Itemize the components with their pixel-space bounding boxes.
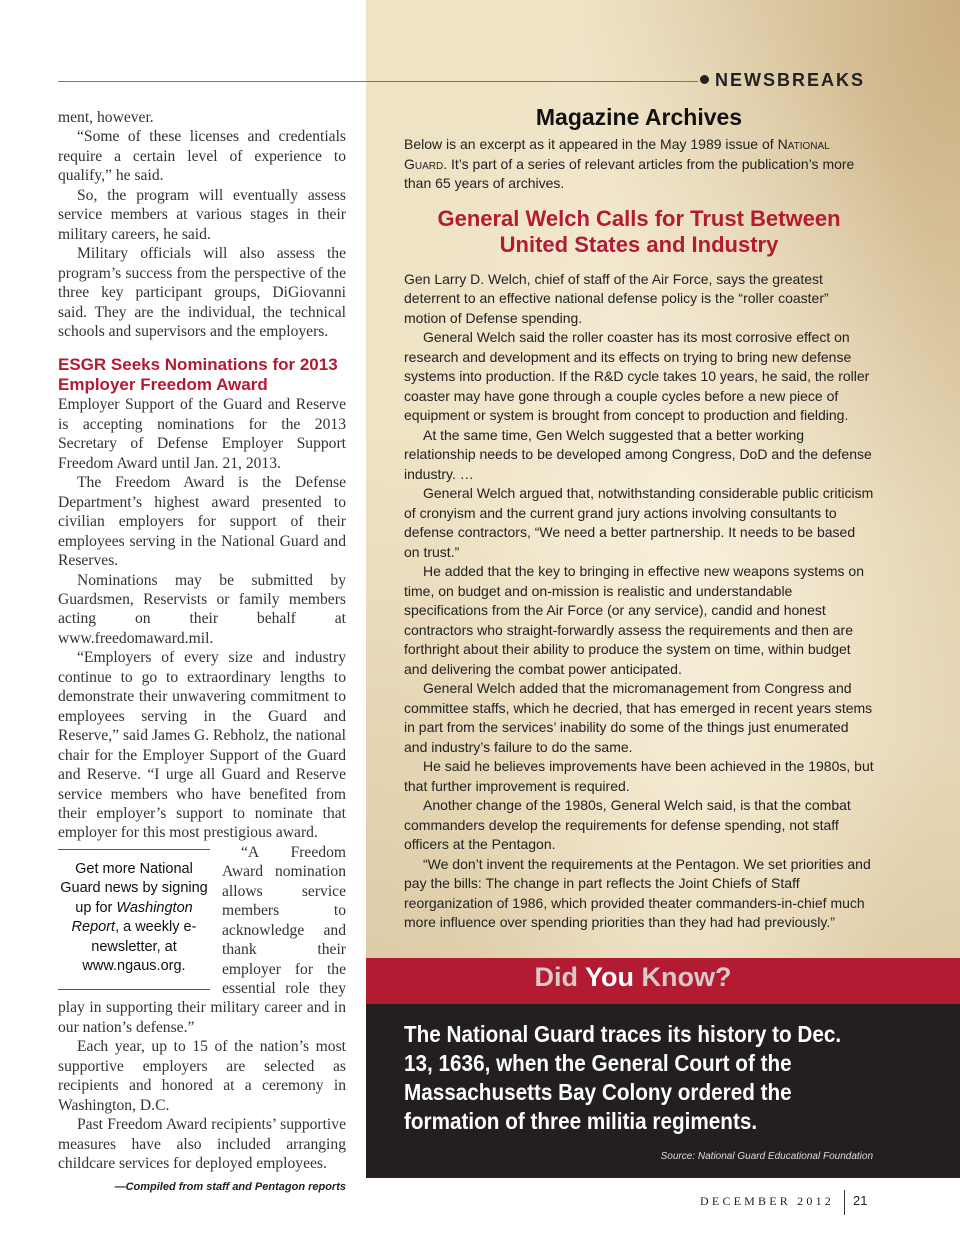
body-paragraph: Each year, up to 15 of the nation’s most supportive employers are selected as recipients and honored at a ceremony in Washington, D.C. — [58, 1038, 346, 1114]
article-paragraph: He added that the key to bringing in effective new weapons systems on time, on budget and on-mission is realistic and understandable specifications from the Air Force (or any service), candid and honest contractors who straight-forwardly assess the requirements and then are forthright about their ability to produce the system on time, within budget and delivering the combat power anticipated. — [404, 563, 865, 677]
body-paragraph: “Employers of every size and industry continue to go to extraordinary lengths to demonstrate their unwavering commitment to employees serving in the Guard and Reserve,” said James G. Rebholz, the national chair for the Employer Support of the Guard and Reserve. “I urge all Guard and Reserve service members who have benefited from their employer’s support to nominate that employer for this most prestigious award. — [58, 649, 346, 842]
intro-text: Below is an excerpt as it appeared in the May 1989 issue of — [404, 136, 778, 152]
archive-title: Magazine Archives — [535, 104, 743, 130]
body-paragraph: Nominations may be submitted by Guardsmen, Reservists or family members acting on their behalf at www.freedomaward.mil. — [58, 571, 346, 647]
body-paragraph: Past Freedom Award recipients’ supportive measures have also included arranging childcare services for deployed employees. — [58, 1116, 346, 1173]
article-title: General Welch Calls for Trust Between United States and Industry — [437, 205, 841, 257]
body-paragraph: ment, however. — [58, 109, 154, 126]
dyk-word: Did — [534, 962, 578, 992]
article-paragraph: General Welch said the roller coaster has its most corrosive effect on research and development and its effects on trying to bring new defense systems into production. If the R&D cycle takes 10 years, he said, the roller coaster may have gone through a couple cycles before a new piece of equipment or system is brought from concept to production and fielding. — [404, 329, 870, 423]
header-rule — [58, 81, 698, 82]
section-label-text: NEWSBREAKS — [715, 70, 866, 90]
dyk-word: You — [585, 962, 634, 992]
footer-date: DECEMBER 2012 — [700, 1194, 834, 1208]
article-paragraph: He said he believes improvements have been achieved in the 1980s, but that further improvement is required. — [404, 758, 874, 794]
newsletter-signup-box[interactable] — [58, 849, 210, 990]
did-you-know-text: The National Guard traces its history to Dec. 13, 1636, when the General Court of the Massachusetts Bay Colony ordered the formation of three militia regiments. — [404, 1021, 842, 1134]
dyk-word: Know? — [641, 962, 732, 992]
body-paragraph: “A Freedom Award nomination allows service members to acknowledge and thank their employer for the essential role they play in supporting their military career and in our nation’s defense.” — [58, 843, 346, 1036]
did-you-know-source: Source: National Guard Educational Foundation — [660, 1151, 873, 1162]
footer-divider — [844, 1190, 845, 1215]
body-paragraph: The Freedom Award is the Defense Department’s highest award presented to civilian employers for support of their employees serving in the National Guard and Reserves. — [58, 474, 346, 570]
article-paragraph: Gen Larry D. Welch, chief of staff of the Air Force, says the greatest deterrent to an effective national defense policy is the “roller coaster” motion of Defense spending. — [404, 270, 829, 326]
newsletter-text-end: , a weekly e-newsletter, at www.ngaus.org. — [82, 919, 197, 975]
did-you-know-heading — [366, 962, 900, 993]
article-paragraph: Another change of the 1980s, General Welch said, is that the combat commanders develop the requirements for defense spending, not staff officers at the Pentagon. — [404, 797, 851, 852]
left-column — [58, 108, 346, 1197]
article-paragraph: General Welch argued that, notwithstanding considerable public criticism of cronyism and the current grand jury actions involving consultants to defense contractors, “We need a better partnership. It needs to be based on trust.” — [404, 485, 874, 560]
article-paragraph: General Welch added that the micromanagement from Congress and committee staffs, which he decried, that has emerged in recent years stems in part from the services’ inability do some of the things just enumerated and industry’s failure to do the same. — [404, 680, 873, 755]
section-label — [700, 70, 880, 91]
credit-line: —Compiled from staff and Pentagon reports — [114, 1180, 346, 1193]
right-column — [404, 104, 874, 933]
publication-name: National Guard — [404, 136, 830, 172]
article-paragraph: At the same time, Gen Welch suggested that a better working relationship needs to be developed among Congress, DoD and the defense industry. … — [404, 426, 872, 482]
archive-intro — [404, 135, 874, 194]
bullet-dot-icon — [700, 75, 709, 84]
body-paragraph: So, the program will eventually assess service members at various stages in their military careers, he said. — [58, 186, 346, 243]
page-number: 21 — [853, 1193, 868, 1208]
newsletter-title: Washington Report — [71, 899, 193, 936]
intro-text-end: . It’s part of a series of relevant articles from the publication’s more than 65 years of archives. — [404, 155, 855, 191]
body-paragraph: Employer Support of the Guard and Reserve is accepting nominations for the 2013 Secretary of Defense Employer Support Freedom Award until Jan. 21, 2013. — [58, 396, 346, 472]
body-paragraph: Military officials will also assess the program’s success from the perspective of the three key participant groups, DiGiovanni said. They are the individual, the technical schools and supervisors and the employers. — [58, 245, 346, 340]
body-paragraph: “Some of these licenses and credentials require a certain level of experience to qualify,” he said. — [58, 128, 346, 185]
article-body — [404, 270, 874, 933]
article-paragraph: “We don’t invent the requirements at the Pentagon. We set priorities and pay the bills: The change in part reflects the Joint Chiefs of Staff reorganization of 1986, which provided theater commanders-in-chief much more influence over spending priorities than they had had previously.” — [404, 855, 871, 930]
esgr-heading: ESGR Seeks Nominations for 2013 Employer Freedom Award — [58, 355, 338, 395]
newsletter-text: Get more National Guard news by signing up for — [60, 860, 208, 916]
